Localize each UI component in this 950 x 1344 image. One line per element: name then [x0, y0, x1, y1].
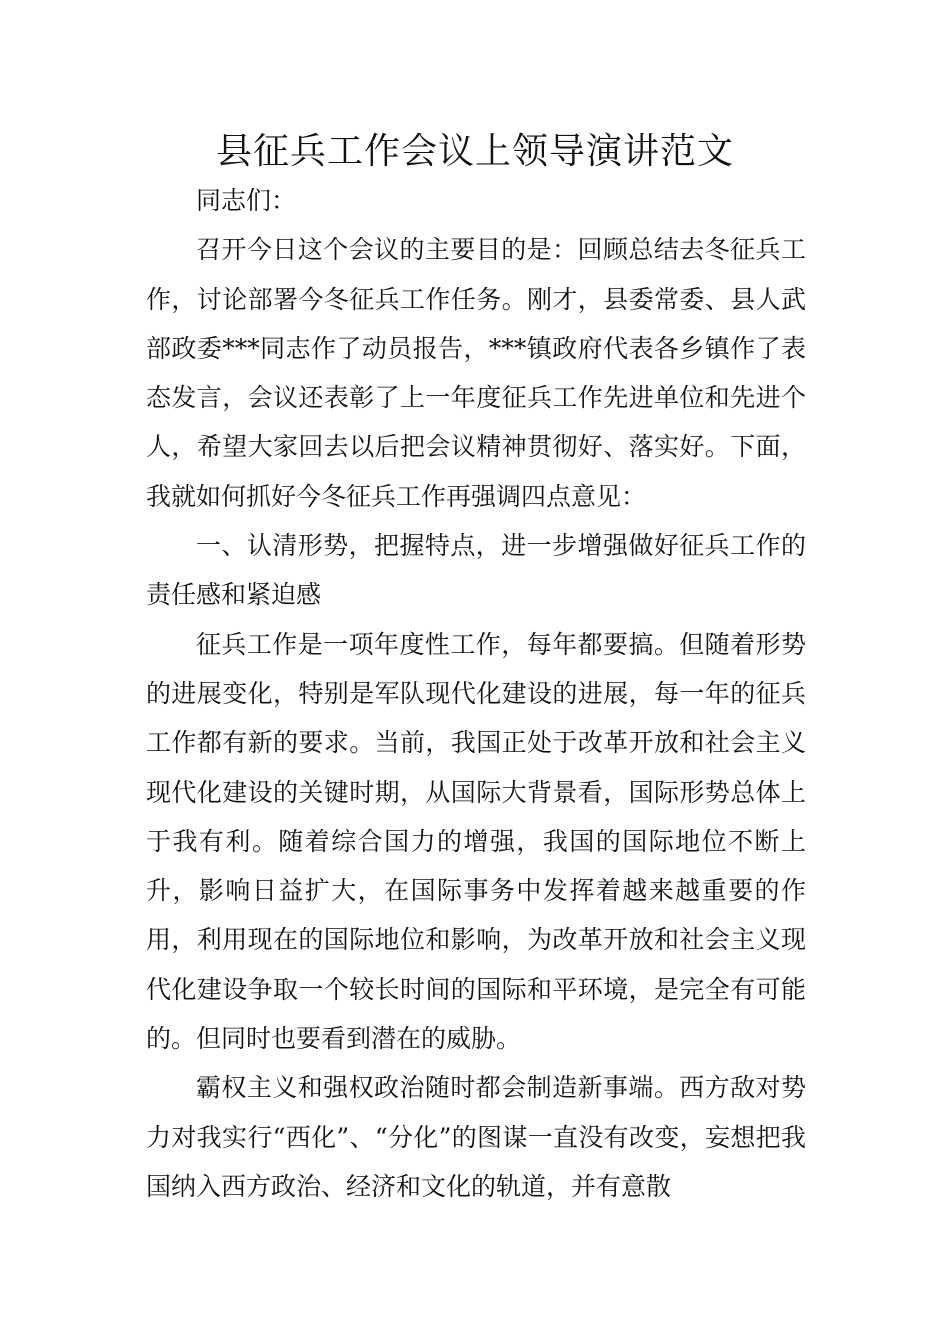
- section-heading-one: 一、认清形势，把握特点，进一步增强做好征兵工作的责任感和紧迫感: [146, 531, 806, 610]
- document-body: [146, 176, 806, 1211]
- paragraph-threats: 霸权主义和强权政治随时都会制造新事端。西方敌对势力对我实行“西化”、“分化”的图谋一直没有改变，妄想把我国纳入西方政治、经济和文化的轨道，并有意散: [146, 1073, 806, 1201]
- paragraph-situation: 征兵工作是一项年度性工作，每年都要搞。但随着形势的进展变化，特别是军队现代化建设的进展，每一年的征兵工作都有新的要求。当前，我国正处于改革开放和社会主义现代化建设的关键时期，从国际大背景看，国际形势总体上于我有利。随着综合国力的增强，我国的国际地位不断上升，影响日益扩大，在国际事务中发挥着越来越重要的作用，利用现在的国际地位和影响，为改革开放和社会主义现代化建设争取一个较长时间的国际和平环境，是完全有可能的。但同时也要看到潜在的威胁。: [146, 629, 806, 1054]
- paragraph-opening: 召开今日这个会议的主要目的是：回顾总结去冬征兵工作，讨论部署今冬征兵工作任务。刚才，县委常委、县人武部政委***同志作了动员报告，***镇政府代表各乡镇作了表态发言，会议还表彰了上一年度征兵工作先进单位和先进个人，希望大家回去以后把会议精神贯彻好、落实好。下面，我就如何抓好今冬征兵工作再强调四点意见：: [146, 235, 806, 511]
- salutation: 同志们：: [196, 186, 297, 215]
- document-title: 县征兵工作会议上领导演讲范文: [215, 131, 734, 172]
